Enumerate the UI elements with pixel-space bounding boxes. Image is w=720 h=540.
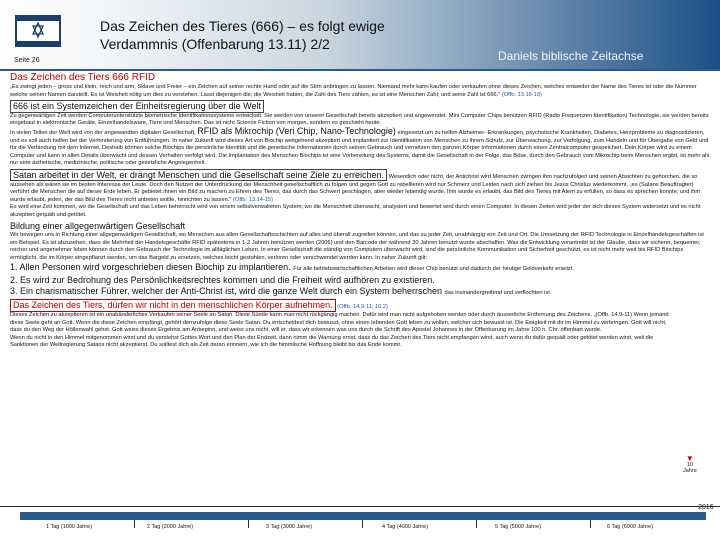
timeline-tick xyxy=(362,520,363,528)
timeline-label: 4 Tag (4000 Jahre) xyxy=(382,524,429,530)
section-title-society: Bildung einer allgegenwärtigen Gesellschaft xyxy=(10,220,186,231)
timeline-label: 5 Tag (5000 Jahre) xyxy=(495,524,542,530)
list-item-note: Für alle betriebswirtschaftlichen Arbeiten wird dieser Chip benützt und dadurch der heutige Geldverkehr ersetzt. xyxy=(293,266,574,273)
timeline-marker xyxy=(683,456,697,474)
arrow-down-icon: ▼ xyxy=(685,454,694,463)
section-heading: Das Zeichen des Tiers 666 RFID xyxy=(10,72,156,83)
paragraph-text: In vielen Teilen der Welt wird von der angewandten digitalen Gesellschaft, xyxy=(10,129,196,136)
paragraph-closing: Wenn du nicht in den Himmel mitgenommen wirst und du verstehst Gottes Wort und den Plan der Endzeit, dann nimm die Warnung ernst, dass du das Zeichen des Tiers nicht empfangen wirst, auch wenn du dafür gequält oder getötet werden wirst, weil die Sanktionen der Weltregierung Satans nicht akzeptierst. Du solltest dich als Zeit daran erinnern, wie ich die himmlische Hoffnung bleibt bis das Ende kommt. xyxy=(10,334,654,349)
timeline-end-year: 2016 xyxy=(698,504,714,511)
warning-title-row xyxy=(10,299,710,312)
marker-value: 10 xyxy=(686,462,693,468)
warning-title: Das Zeichen des Tiers, dürfen wir nicht in den menschlichen Körper aufnehmen. xyxy=(10,299,336,312)
timeline-tick xyxy=(248,520,249,528)
flag-logo-icon xyxy=(14,12,62,50)
slide-title: Das Zeichen des Tieres (666) – es folgt ewige Verdammnis (Offenbarung 13.11) 2/2 xyxy=(100,18,385,52)
list-item: 2. Es wird zur Bedrohung des Persönlichkeitsrechtes kommen und die Freiheit wird aufhören zu existieren. xyxy=(10,275,435,286)
timeline-label: 2 Tag (2000 Jahre) xyxy=(147,524,194,530)
timeline-tick xyxy=(590,520,591,528)
list-item-note: das insinandergreifend und verflochten ist. xyxy=(444,290,552,297)
paragraph-system: Es wird eine Zeit kommen, wo die Gesellschaft und das Leben beherrscht wird von einem selbstverwalteten System; wo die Menschheit überwacht, analysiert und bewertet wird durch einen Computer. In diesen Zeiten wird jeder der sich dieses System widersetzt und es nicht akzeptiert gequält und getötet. xyxy=(10,204,701,218)
highlight-box: Satan arbeitet in der Welt, er drängt Menschen und die Gesellschaft seine Ziele zu erreichen. xyxy=(10,169,387,182)
bible-reference: (Offb. 13.16-18) xyxy=(501,91,542,98)
bible-reference: (Offb. 14.9-11; 16.2) xyxy=(337,304,388,311)
page-number: Seite 26 xyxy=(14,57,40,64)
marker-unit: Jahre xyxy=(683,468,697,474)
list-item xyxy=(10,262,710,275)
list-item xyxy=(10,286,710,299)
main-content xyxy=(10,72,710,350)
timeline-label: 6 Tag (6000 Jahre) xyxy=(607,524,654,530)
bible-reference: (Offb. 13.14-15) xyxy=(233,196,274,203)
section-title-system: 666 ist ein Systemzeichen der Einheitsregierung über die Welt xyxy=(10,100,264,113)
list-item-main: 3. Ein charismatischer Führer, welcher der Anti-Christ ist, wird die ganze Welt durch ein System beherrschen xyxy=(10,286,443,297)
paragraph-quote xyxy=(10,84,710,99)
highlight-text: RFID als Mikrochip (Veri Chip, Nano-Technologie) xyxy=(197,125,396,136)
header-divider xyxy=(0,69,720,71)
timeline-label: 3 Tag (3000 Jahre) xyxy=(266,524,313,530)
timeline-tick xyxy=(476,520,477,528)
brand-label: Daniels biblische Zeitachse xyxy=(498,49,644,63)
paragraph-text: eingesetzt um zu helfen Alzheimer- Erkrankungen, psychotische Krankheiten, Diabetes, Herzprobleme zu diagnostizieren, und es soll auch helfen bei der Verhinderung von Entführungen. In naher Zukunft wird dieses Art von Biochip weitgehend akzeptiert und implantiert zur Identifikation von Menschen zu ihrem Schutz, zur Überwachung, zur Verfolgung, zum Handeln und für Übergabe von Geld und für die Verbindung mit dem Internet. Deshalb können solche Biochips die persönliche Identität und die genetische Informationen durch seinen Gebrauch und vernetzen den ganzen Körper Informationen durch einen Zentralcomputer gespeichert. Dein Körper wird zu einem Computer und kann in allen Details überwacht und dessen Verhalten verfolgt wird. Die Implantation des Menschen Biochips ist eine Vorbereitung des Systems, damit die Gesellschaft in der Folge, das Böse, durch den Gebrauch vom Mikrochip beim Menschen ergibt, ist mehr als nur eine ästhetische, medizinische, politische oder gesetzliche Angelegenheit. xyxy=(10,129,710,167)
timeline xyxy=(0,504,720,540)
paragraph-rfid: Zu gegenwärtigen Zeit werden Computerunterstützte biometrische Identifikationssysteme entwickelt. Sie werden von unserer Gesellschaft bereits akzeptiert und angewendet. Mini Computer Chips benützen RFID (Radio Frequenzen Identifikation) Technologie, sie werden bereits eingebaut in elektronische Geräte, Einzelhandelsware, Tiere und Menschen. Das ist nicht Science Fiction von morgen, sondern es geschieht heute. xyxy=(10,112,709,127)
paragraph-warning: Dieses Zeichen zu akzeptieren ist ein unabänderliches Verkaufen seiner Seele an Satan. Diese Sünde kann man nicht rückgängig machen. Dafür wird man nicht aufgehoben werden oder durch äusserliche Entfernung des Zeichens. „(Offb. 14.9-11) Wenn jemand diese Seele geht an Gott. Wenn die diese Zeichen empfängt, gehört demzufolge diese Seele Satan. Du entscheidest dich bewusst, ohne einen lebenden Gott leben zu wollen, welcher sich bewusst ist. Die Ewigkeit mit dir im Himmel zu verbringen. Gott will nicht, dass du den Weg der Höllenwahl gehst. Gott weiss dieses Ergebnis am Anbeginn, und weiss uns nicht, will er, dass wir erkennen was uns durch die Schrift des Apostel Johannes in der Offenbarung im Jahre 100 n. Chr. offenbart wurde. xyxy=(10,312,669,334)
list-item-main: 1. Allen Personen wird vorgeschrieben diesen Biochip zu implantieren. xyxy=(10,262,291,273)
header xyxy=(0,0,720,70)
paragraph-text: Wesentlich oder nicht, der Antichrist wird Menschen zwingen ihm nachzufolgen und seinen Absichten zu gehorchen, die so aussehen als wären sie im besten Interesse der Leute. Doch den Nutzen der Unterdrückung der Menschheit gesellschaftlich zu folgen und gegen Gott zu rebellieren wird nur Schmerz und Leiden nach sich ziehen bis Jesus Christus wiederkommt, „es (Satans Beauftragter) verführt die Menschen die auf dieser Erde leben. Er gebietet ihnen ein Bild zu machen zu Ehren des Tieres, das durch das Schwert geschlagen, aber wieder lebendig wurde. Ihm wurde es erlaubt, das Bild des Tieres mit Atem zu erfüllen, so dass es sprechen konnte; und ihm wurde erlaubt, jeden, der das Bild des Tieres nicht anbeten wollte, hinrichten zu lassen." xyxy=(10,173,701,203)
timeline-label: 1 Tag (1000 Jahre) xyxy=(46,524,93,530)
paragraph-satan xyxy=(10,168,710,204)
paragraph-biochip xyxy=(10,125,710,168)
timeline-bar xyxy=(20,512,706,520)
paragraph-society: Wir bewegen uns in Richtung einer allgegenwärtigen Gesellschaft, wo Menschen aus allen Gesellschaftsschichten auf alles und überall zugreifen können, und das zu jeder Zeit, unabhängig von Zeit und Ort. Die Umsetzung der RFID Technologie in Einzelhandelsgeschäften ist ein Beispiel. Es ist abzusehen, dass die Mehrheit der Handelsgeschäfte RFID spätestens in 1-2 Jahren benützen werden (2006) und den Barcode der während 30 Jahren benutzt wurde abschaffen. Was die Entwicklung vorantreibt ist der Glaube, dass wir sicherer, bequemer, reicher und angenehmer leben können durch den Gebrauch der Technologie im alltäglichen Leben. In einer Gesellschaft die ständig von Computern überwacht wird, sind die persönliche Kommunikation und Sicherheit geschützt, es ist nicht mehr weit bis RFID Biochips ermöglicht, die im Körper eingepflanzt werden, um das Bargeld zu ersetzen, welches leicht gestohlen, verloren oder verschwendet werden kann. In naher Zukunft gilt: xyxy=(10,232,704,261)
timeline-tick xyxy=(134,520,135,528)
timeline-line xyxy=(0,506,720,507)
quote-text: „Es zwingt jeden – gross und klein, reich und arm, Sklave und Freier – ein Zeichen auf seiner rechte Hand oder auf die Stirn anbringen zu lassen. Niemand mehr kann kaufen oder verkaufen ohne dieses Zeichen, welches entweder der Name des Tieres ist oder die Nummer welche seinen Namen darstellt. Es ist Weisheit nötig um dies zu verstehen. Lasst diejenigen die, die Weisheit haben, die Zahl des Tiers zählen, es ist eine Menschen Zahl; und seine Zahl ist 666." xyxy=(10,84,697,98)
